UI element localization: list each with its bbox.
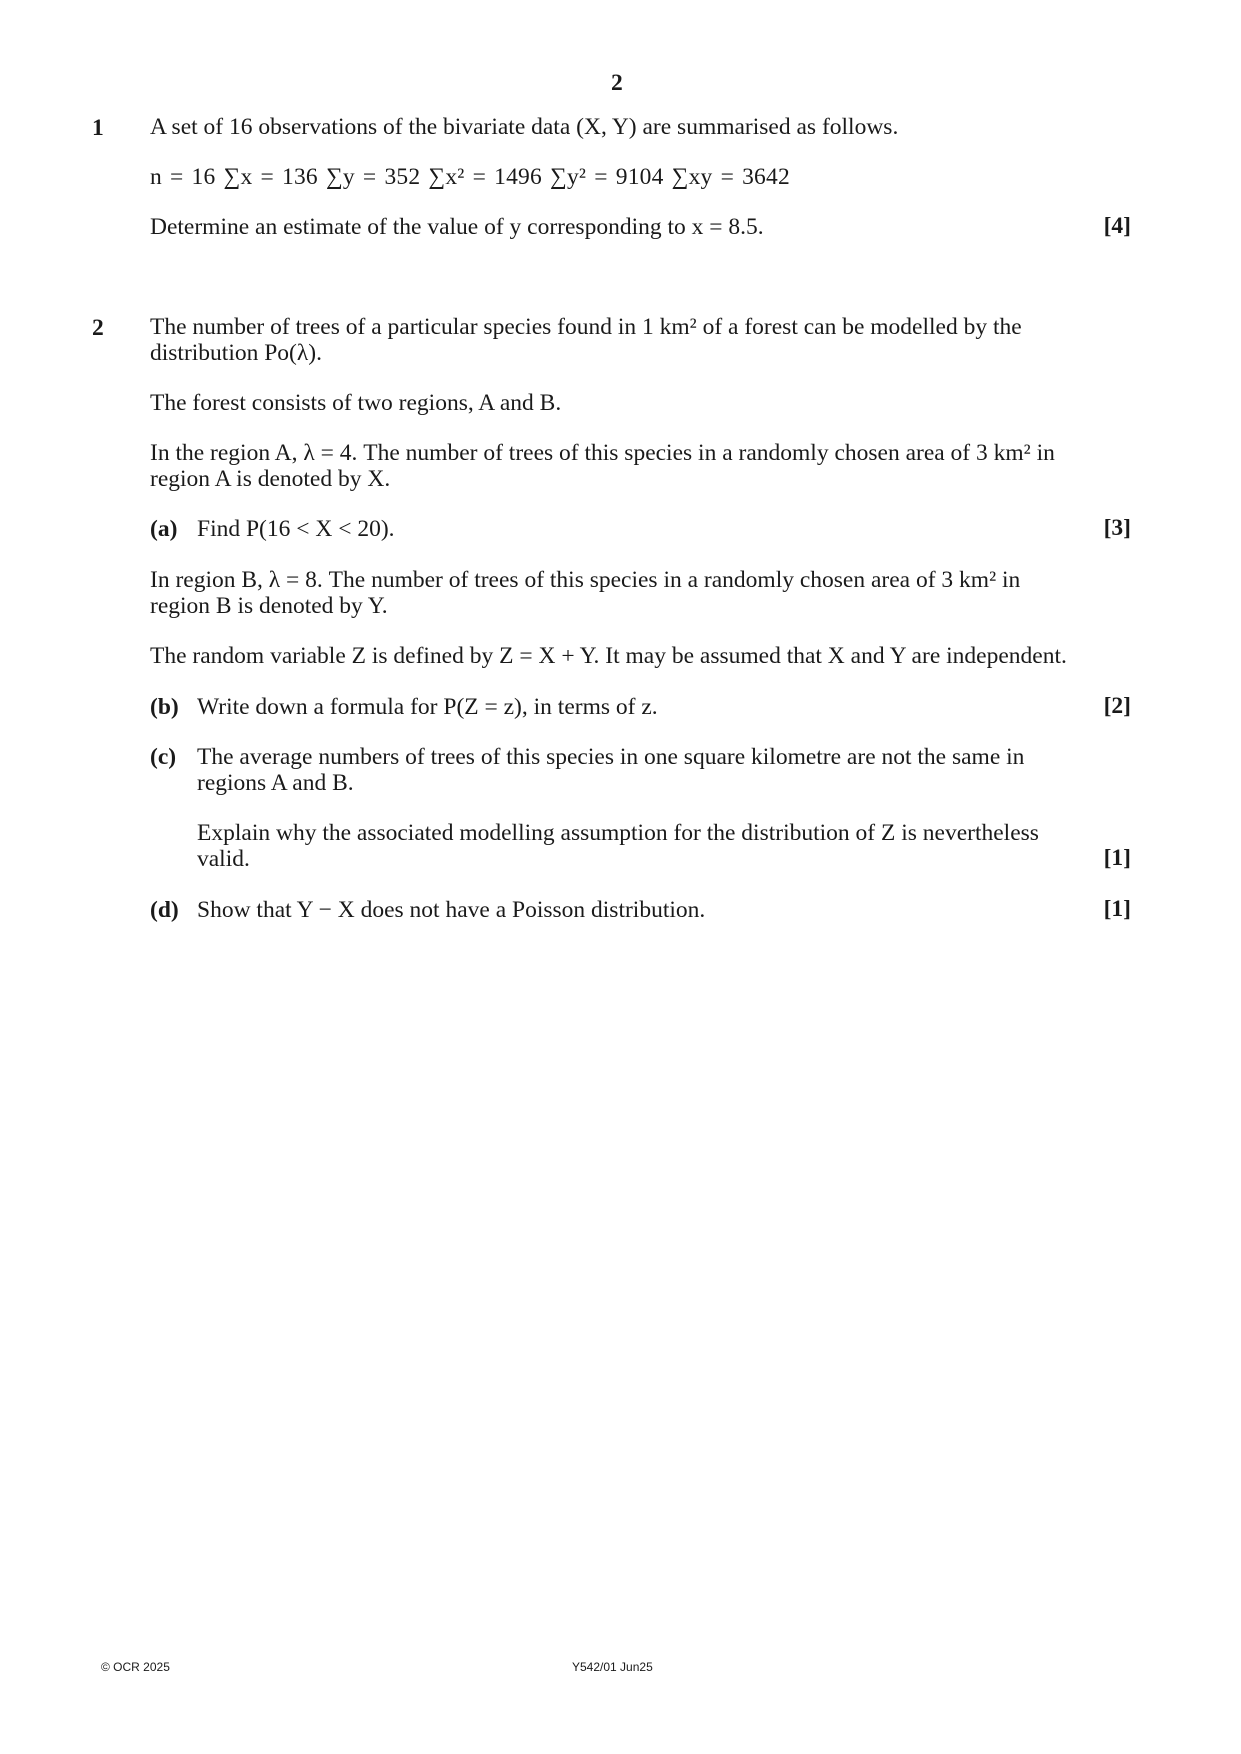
part-c-explain-line-1: Explain why the associated modelling assumption for the distribution of Z is nevertheless bbox=[197, 820, 1039, 846]
part-a-marks: [3] bbox=[1103, 515, 1131, 541]
part-d-label: (d) bbox=[150, 897, 179, 923]
part-c-marks: [1] bbox=[1103, 845, 1131, 871]
question-2-region-a-line-2: region A is denoted by X. bbox=[150, 466, 391, 492]
part-c-explain-line-2: valid. bbox=[197, 846, 250, 872]
question-2-region-b-line-2: region B is denoted by Y. bbox=[150, 593, 388, 619]
question-2-region-b-line-1: In region B, λ = 8. The number of trees of this species in a randomly chosen area of 3 km² in bbox=[150, 567, 1021, 593]
page-number: 2 bbox=[611, 70, 623, 96]
question-1-number: 1 bbox=[92, 115, 104, 141]
part-b-marks: [2] bbox=[1103, 693, 1131, 719]
part-c-line-1: The average numbers of trees of this species in one square kilometre are not the same in bbox=[197, 744, 1025, 770]
footer-copyright: © OCR 2025 bbox=[101, 1660, 170, 1674]
part-c-line-2: regions A and B. bbox=[197, 770, 354, 796]
footer-paper-code: Y542/01 Jun25 bbox=[572, 1660, 653, 1674]
part-c-label: (c) bbox=[150, 744, 177, 770]
part-d-text: Show that Y − X does not have a Poisson distribution. bbox=[197, 897, 706, 923]
part-a-label: (a) bbox=[150, 516, 178, 542]
part-d-marks: [1] bbox=[1103, 896, 1131, 922]
question-2-z-definition: The random variable Z is defined by Z = X + Y. It may be assumed that X and Y are independent. bbox=[150, 643, 1067, 669]
question-2-regions: The forest consists of two regions, A and B. bbox=[150, 390, 562, 416]
question-1-marks: [4] bbox=[1103, 213, 1131, 239]
question-2-intro-line-1: The number of trees of a particular species found in 1 km² of a forest can be modelled by the bbox=[150, 314, 1022, 340]
part-b-label: (b) bbox=[150, 694, 179, 720]
question-1-summary-statistics: n = 16 ∑x = 136 ∑y = 352 ∑x² = 1496 ∑y² = 9104 ∑xy = 3642 bbox=[150, 164, 790, 190]
question-2-number: 2 bbox=[92, 315, 104, 341]
part-a-text: Find P(16 < X < 20). bbox=[197, 516, 395, 542]
question-1-intro: A set of 16 observations of the bivariate data (X, Y) are summarised as follows. bbox=[150, 114, 899, 140]
question-1-task: Determine an estimate of the value of y corresponding to x = 8.5. bbox=[150, 214, 764, 240]
part-b-text: Write down a formula for P(Z = z), in terms of z. bbox=[197, 694, 658, 720]
question-2-region-a-line-1: In the region A, λ = 4. The number of trees of this species in a randomly chosen area of 3 km² in bbox=[150, 440, 1055, 466]
question-2-intro-line-2: distribution Po(λ). bbox=[150, 340, 322, 366]
